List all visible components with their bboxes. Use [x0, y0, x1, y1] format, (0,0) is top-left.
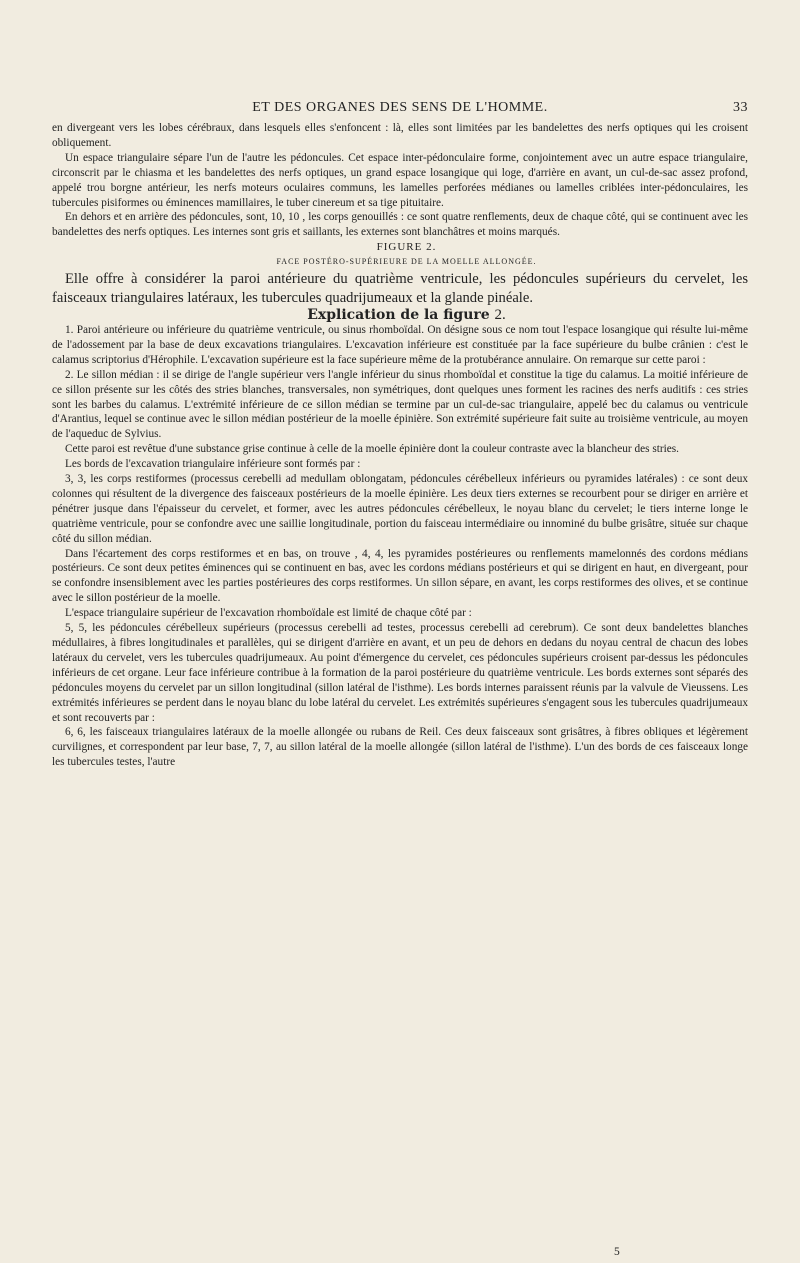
page-body	[52, 121, 748, 770]
paragraph: 5, 5, les pédoncules cérébelleux supérieurs (processus cerebelli ad testes, processus cerebelli ad cerebrum). Ce sont deux bandelettes blanches médullaires, à fibres longitudinales et parallèles, qui se dirigent d'arrière en avant, et un peu de dehors en dedans du noyau central de chacun des lobes latéraux du cervelet, vers les tubercules quadrijumeaux. Au point d'émergence du cervelet, ces pédoncules supérieurs croisent par-dessus les pédoncules inférieurs de cet organe. Leur face inférieure contribue à la formation de la paroi postérieure du quatrième ventricule. Les bords externes sont séparés des pédoncules moyens du cervelet par un sillon longitudinal (sillon latéral de l'isthme). Les bords internes paraissent réunis par la valvule de Vieussens. Les extrémités inférieures se perdent dans le noyau blanc du lobe latéral du cervelet. Les extrémités supérieures s'engagent sous les tubercules quadrijumeaux et sont recouverts par :	[52, 622, 748, 724]
paragraph: 3, 3, les corps restiformes (processus cerebelli ad medullam oblongatam, pédoncules cérébelleux inférieurs ou pyramides latérales) : ce sont deux colonnes qui résultent de la divergence des faisceaux postérieurs de la moelle épinière. Les deux tiers externes se recourbent pour se diriger en arrière et pénétrer jusque dans l'épaisseur du cervelet, et former, avec les autres pédoncules cérébelleux, le noyau blanc du cervelet; le tiers interne longe le quatrième ventricule, pour se confondre avec une saillie longitudinale, portion du faisceau intermédiaire ou innominé du bulbe grisâtre, située sur chaque côté du sillon médian.	[52, 473, 748, 545]
paragraph: Un espace triangulaire sépare l'un de l'autre les pédoncules. Cet espace inter-pédonculaire forme, conjointement avec un autre espace triangulaire, circonscrit par le chiasma et les bandelettes des nerfs optiques, un grand espace losangique qui loge, d'arrière en avant, un cul-de-sac assez profond, appelé trou borgne antérieur, les nerfs moteurs oculaires communs, les lamelles perforées médianes ou lamelles criblées inter-pédonculaires, les tubercules pisiformes ou éminences mamillaires, le tuber cinereum et sa tige pituitaire.	[52, 151, 748, 209]
figure-intro: Elle offre à considérer la paroi antérieure du quatrième ventricule, les pédoncules supérieurs du cervelet, les faisceaux triangulaires latéraux, les tubercules quadrijumeaux et la glande pinéale.	[52, 271, 748, 307]
figure-label: FIGURE 2.	[376, 241, 437, 254]
running-title: ET DES ORGANES DES SENS DE L'HOMME.	[252, 100, 548, 115]
explication-heading	[52, 308, 748, 323]
paragraph: Dans l'écartement des corps restiformes et en bas, on trouve , 4, 4, les pyramides postérieures ou renflements mamelonnés des cordons médians postérieurs. Ce sont deux petites éminences qui se continuent en bas, avec les cordons médians postérieurs et qui se dirigent en haut, en divergeant, pour se confondre insensiblement avec les parties postérieures des corps restiformes. Un sillon sépare, en avant, les corps restiformes des olives, et se continue avec le sillon postérieur de la moelle.	[52, 547, 748, 605]
page-number: 33	[733, 100, 748, 115]
paragraph: 1. Paroi antérieure ou inférieure du quatrième ventricule, ou sinus rhomboïdal. On désigne sous ce nom tout l'espace losangique qui résulte lui-même de l'adossement par la base de deux excavations triangulaires. L'excavation inférieure est constituée par la face supérieure du bulbe crânien : c'est le calamus scriptorius d'Hérophile. L'excavation supérieure est la face supérieure même de la protubérance annulaire. On remarque sur cette paroi :	[52, 323, 748, 366]
paragraph: L'espace triangulaire supérieur de l'excavation rhomboïdale est limité de chaque côté par :	[65, 607, 472, 620]
paragraph: En dehors et en arrière des pédoncules, sont, 10, 10 , les corps genouillés : ce sont quatre renflements, deux de chaque côté, qui se continuent avec les bandelettes des nerfs optiques. Les internes sont gris et saillants, les externes sont blanchâtres et moins marqués.	[52, 211, 748, 239]
figure-subtitle: FACE POSTÉRO-SUPÉRIEURE DE LA MOELLE ALLONGÉE.	[276, 257, 537, 267]
paragraph: 6, 6, les faisceaux triangulaires latéraux de la moelle allongée ou rubans de Reil. Ces deux faisceaux sont grisâtres, à fibres obliques et légèrement curvilignes, et correspondent par leur base, 7, 7, au sillon latéral de la moelle allongée (sillon latéral de l'isthme). L'un des bords de ces faisceaux longe les tubercules testes, l'autre	[52, 726, 748, 769]
running-header	[52, 100, 748, 116]
paragraph: Cette paroi est revêtue d'une substance grise continue à celle de la moelle épinière dont la couleur contraste avec la blancheur des stries.	[65, 443, 680, 456]
explication-heading-text: Explication de la figure	[307, 307, 490, 324]
paragraph: Les bords de l'excavation triangulaire inférieure sont formés par :	[65, 458, 361, 471]
paragraph: 2. Le sillon médian : il se dirige de l'angle supérieur vers l'angle inférieur du sinus rhomboïdal et constitue la tige du calamus. La moitié inférieure de ce sillon présente sur les côtés des stries blanches, transversales, non symétriques, dont quelques unes forment les racines des nerfs auditifs : ces stries sont les barbes du calamus. L'extrémité inférieure de ce sillon médian se termine par un cul-de-sac triangulaire, appelé bec du calamus ou ventricule d'Arantius, lequel se continue avec le sillon médian postérieur de la moelle épinière. Son extrémité supérieure fait suite au troisième ventricule, au moyen de l'aqueduc de Sylvius.	[52, 368, 748, 441]
signature-mark: 5	[614, 1246, 620, 1258]
paragraph: en divergeant vers les lobes cérébraux, dans lesquels elles s'enfoncent : là, elles sont limitées par les bandelettes des nerfs optiques qui les croisent obliquement.	[52, 122, 748, 149]
explication-figure-number: 2.	[494, 307, 506, 324]
